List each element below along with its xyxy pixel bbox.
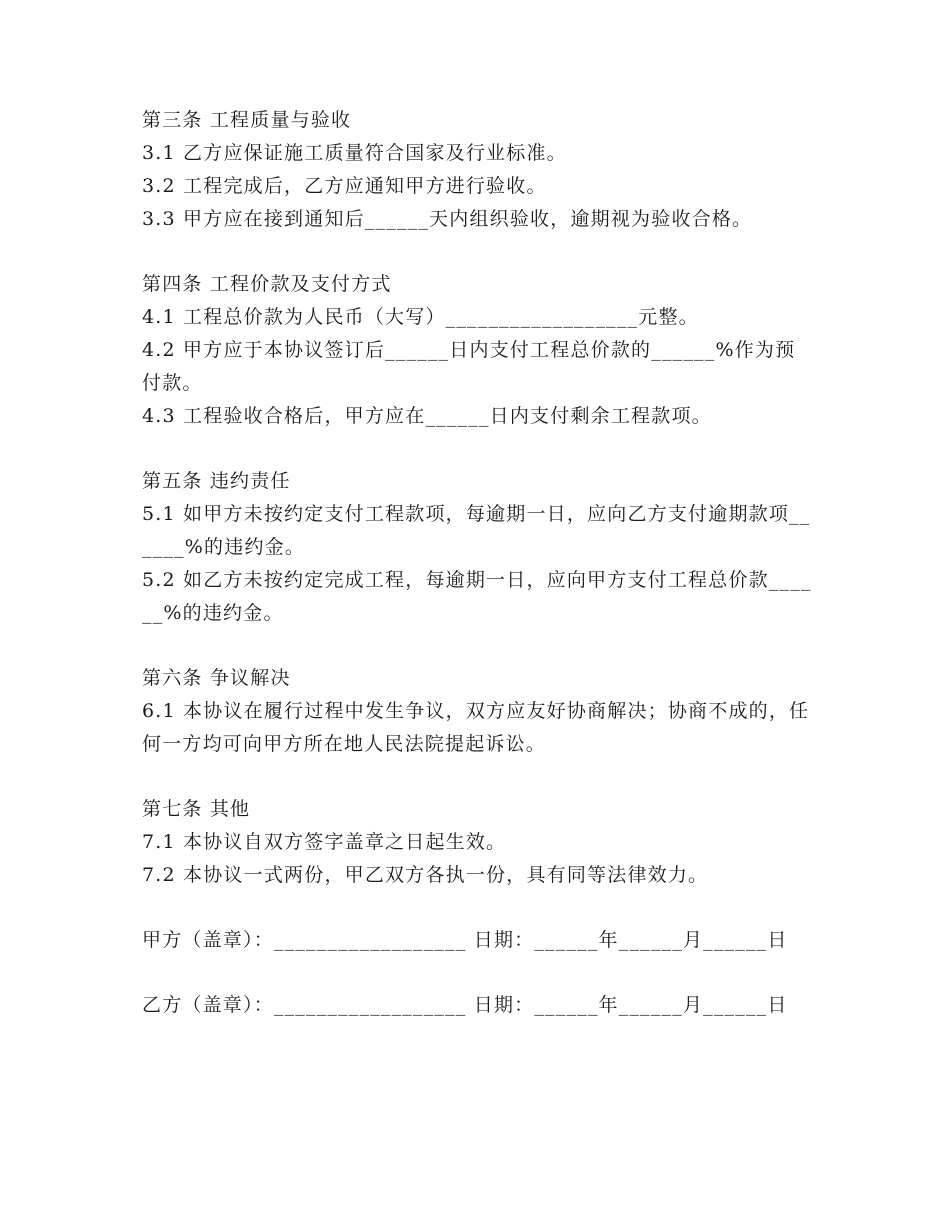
clause-6-1: 6.1 本协议在履行过程中发生争议，双方应友好协商解决；协商不成的，任何一方均可向甲方所在地人民法院提起诉讼。 (142, 700, 810, 755)
section-heading: 第五条 违约责任 (142, 470, 291, 492)
section-heading: 第四条 工程价款及支付方式 (142, 273, 392, 295)
clause-7-1: 7.1 本协议自双方签字盖章之日起生效。 (142, 831, 507, 853)
party-a-signature-line: 甲方（盖章）：__________________ 日期：______年______月______日 (142, 929, 788, 951)
section-heading: 第六条 争议解决 (142, 667, 291, 689)
section-dispute (142, 662, 812, 761)
section-price-payment (142, 268, 812, 433)
section-heading: 第七条 其他 (142, 798, 251, 820)
section-other (142, 793, 812, 892)
clause-4-2: 4.2 甲方应于本协议签订后______日内支付工程总价款的______%作为预付款。 (142, 339, 796, 394)
contract-page (142, 104, 812, 1054)
section-quality-acceptance (142, 104, 812, 236)
clause-7-2: 7.2 本协议一式两份，甲乙双方各执一份，具有同等法律效力。 (142, 864, 709, 886)
section-heading: 第三条 工程质量与验收 (142, 109, 352, 131)
signature-party-b (142, 989, 812, 1022)
signature-party-a (142, 924, 812, 957)
section-liability (142, 465, 812, 630)
clause-3-1: 3.1 乙方应保证施工质量符合国家及行业标准。 (142, 142, 567, 164)
clause-5-1: 5.1 如甲方未按约定支付工程款项，每逾期一日，应向乙方支付逾期款项______%的违约金。 (142, 503, 811, 558)
clause-3-2: 3.2 工程完成后，乙方应通知甲方进行验收。 (142, 175, 547, 197)
clause-4-3: 4.3 工程验收合格后，甲方应在______日内支付剩余工程款项。 (142, 405, 712, 427)
clause-4-1: 4.1 工程总价款为人民币（大写）__________________元整。 (142, 306, 699, 328)
clause-3-3: 3.3 甲方应在接到通知后______天内组织验收，逾期视为验收合格。 (142, 208, 753, 230)
clause-5-2: 5.2 如乙方未按约定完成工程，每逾期一日，应向甲方支付工程总价款______%的违约金。 (142, 569, 812, 624)
party-b-signature-line: 乙方（盖章）：__________________ 日期：______年______月______日 (142, 994, 788, 1016)
